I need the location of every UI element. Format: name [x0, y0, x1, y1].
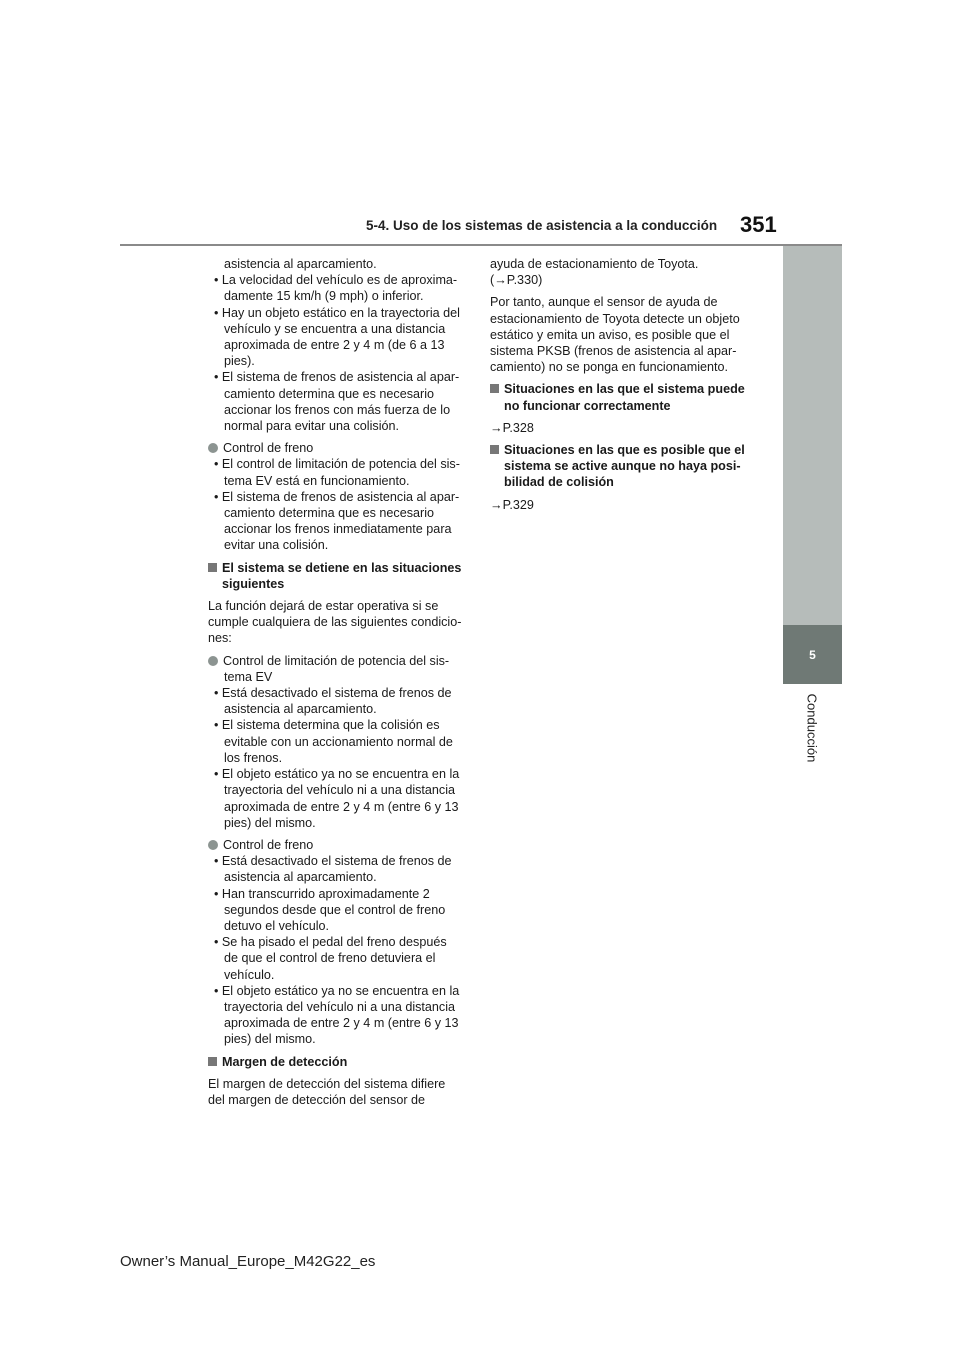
line-text: trayectoria del vehículo ni a una distancia: [224, 783, 456, 798]
text-line: [208, 950, 472, 966]
text-line: [490, 272, 754, 288]
text-line: [208, 734, 472, 750]
text-line: [208, 288, 472, 304]
text-line: [208, 669, 472, 685]
text-line: [490, 311, 754, 327]
subsection-heading: [490, 458, 754, 474]
circle-item: [208, 837, 472, 853]
line-text: cumple cualquiera de las siguientes condicio-: [208, 615, 462, 630]
bullet-item: [208, 717, 472, 733]
line-text: • El objeto estático ya no se encuentra en la: [214, 767, 460, 782]
text-line: [490, 497, 754, 513]
bullet-item: [208, 685, 472, 701]
line-text: Control de freno: [223, 837, 314, 852]
circle-item: [208, 440, 472, 456]
text-line: [208, 799, 472, 815]
text-line: [490, 256, 754, 272]
subsection-heading: [490, 474, 754, 490]
line-text: no funcionar correctamente: [504, 398, 671, 413]
line-text: • El sistema de frenos de asistencia al apar-: [214, 370, 460, 385]
subsection-heading: [490, 398, 754, 414]
header-divider: [120, 244, 842, 246]
line-text: tema EV: [224, 669, 273, 684]
line-text: • La velocidad del vehículo es de aproxima-: [214, 273, 458, 288]
subsection-heading: [490, 442, 754, 458]
line-text: Situaciones en las que es posible que el: [504, 443, 745, 458]
bullet-item: [208, 853, 472, 869]
text-line: [208, 869, 472, 885]
line-text: trayectoria del vehículo ni a una distancia: [224, 999, 456, 1014]
bullet-item: [208, 489, 472, 505]
text-line: [208, 505, 472, 521]
chapter-number: 5: [809, 647, 816, 662]
text-line: [490, 327, 754, 343]
line-text: sistema se active aunque no haya posi-: [504, 459, 741, 474]
text-line: [208, 473, 472, 489]
left-column: [208, 256, 472, 1108]
subsection-heading: [490, 381, 754, 397]
text-line: [208, 337, 472, 353]
line-text: →P.329: [490, 497, 534, 512]
text-line: [208, 418, 472, 434]
circle-item: [208, 653, 472, 669]
text-line: [208, 999, 472, 1015]
line-text: tema EV está en funcionamiento.: [224, 473, 410, 488]
line-text: evitar una colisión.: [224, 538, 329, 553]
line-text: vehículo.: [224, 967, 275, 982]
line-text: • Han transcurrido aproximadamente 2: [214, 886, 430, 901]
chapter-tab[interactable]: [783, 625, 842, 684]
line-text: • Está desactivado el sistema de frenos de: [214, 854, 452, 869]
line-text: de que el control de freno detuviera el: [224, 951, 436, 966]
line-text: nes:: [208, 631, 232, 646]
subsection-heading: [208, 576, 472, 592]
text-line: [208, 521, 472, 537]
line-text: detuvo el vehículo.: [224, 918, 330, 933]
side-tab-bar: [783, 246, 842, 625]
text-line: [208, 1015, 472, 1031]
text-line: [208, 967, 472, 983]
line-text: Situaciones en las que el sistema puede: [504, 382, 745, 397]
line-text: camiento determina que es necesario: [224, 386, 435, 401]
line-text: siguientes: [222, 576, 285, 591]
square-bullet-icon: [490, 384, 499, 393]
bullet-item: [208, 886, 472, 902]
line-text: camiento determina que es necesario: [224, 506, 435, 521]
subsection-heading: [208, 560, 472, 576]
line-text: • El sistema de frenos de asistencia al apar-: [214, 489, 460, 504]
section-title: 5-4. Uso de los sistemas de asistencia a la conducción: [366, 218, 718, 233]
line-text: La función dejará de estar operativa si se: [208, 599, 439, 614]
line-text: • Está desactivado el sistema de frenos de: [214, 686, 452, 701]
text-line: [208, 321, 472, 337]
line-text: →P.328: [490, 420, 534, 435]
line-text: aproximada de entre 2 y 4 m (entre 6 y 13: [224, 799, 459, 814]
text-line: [208, 701, 472, 717]
line-text: • El objeto estático ya no se encuentra en la: [214, 983, 460, 998]
text-line: [208, 353, 472, 369]
line-text: bilidad de colisión: [504, 475, 614, 490]
line-text: sistema PKSB (frenos de asistencia al apar-: [490, 344, 737, 359]
text-line: [490, 359, 754, 375]
footer-manual-id: Owner’s Manual_Europe_M42G22_es: [120, 1253, 376, 1270]
line-text: asistencia al aparcamiento.: [224, 257, 377, 271]
text-line: [208, 902, 472, 918]
bullet-item: [208, 983, 472, 999]
text-line: [208, 256, 472, 272]
line-text: accionar los frenos inmediatamente para: [224, 522, 452, 537]
text-line: [208, 750, 472, 766]
text-line: [208, 537, 472, 553]
text-line: [490, 294, 754, 310]
text-line: [208, 614, 472, 630]
line-text: Margen de detección: [222, 1054, 348, 1069]
square-bullet-icon: [208, 1057, 217, 1066]
text-line: [490, 343, 754, 359]
bullet-item: [208, 456, 472, 472]
bullet-item: [208, 369, 472, 385]
text-line: [208, 1031, 472, 1047]
bullet-item: [208, 272, 472, 288]
circle-bullet-icon: [208, 840, 218, 850]
text-line: [208, 1092, 472, 1108]
text-line: [208, 386, 472, 402]
circle-bullet-icon: [208, 443, 218, 453]
line-text: pies) del mismo.: [224, 815, 316, 830]
right-column: [490, 256, 754, 513]
line-text: • El control de limitación de potencia del sis-: [214, 457, 460, 472]
line-text: evitable con un accionamiento normal de: [224, 734, 453, 749]
line-text: • Hay un objeto estático en la trayectoria del: [214, 305, 460, 320]
line-text: accionar los frenos con más fuerza de lo: [224, 402, 451, 417]
line-text: estático y emita un aviso, es posible que el: [490, 327, 730, 342]
line-text: normal para evitar una colisión.: [224, 419, 400, 434]
line-text: damente 15 km/h (9 mph) o inferior.: [224, 289, 424, 304]
text-line: [208, 815, 472, 831]
line-text: Por tanto, aunque el sensor de ayuda de: [490, 295, 718, 310]
bullet-item: [208, 766, 472, 782]
line-text: • Se ha pisado el pedal del freno después: [214, 935, 447, 950]
line-text: Control de freno: [223, 441, 314, 456]
text-line: [208, 918, 472, 934]
text-line: [208, 598, 472, 614]
chapter-name: Conducción: [804, 693, 820, 763]
text-line: [208, 630, 472, 646]
line-text: segundos desde que el control de freno: [224, 902, 446, 917]
bullet-item: [208, 934, 472, 950]
line-text: El margen de detección del sistema difiere: [208, 1076, 446, 1091]
circle-bullet-icon: [208, 656, 218, 666]
line-text: El sistema se detiene en las situaciones: [222, 560, 462, 575]
line-text: asistencia al aparcamiento.: [224, 702, 377, 717]
line-text: pies) del mismo.: [224, 1032, 316, 1047]
text-line: [208, 402, 472, 418]
text-line: [490, 420, 754, 436]
line-text: vehículo y se encuentra a una distancia: [224, 321, 446, 336]
line-text: Control de limitación de potencia del sis-: [223, 653, 450, 668]
page-number: 351: [740, 212, 777, 237]
bullet-item: [208, 305, 472, 321]
line-text: ayuda de estacionamiento de Toyota.: [490, 257, 699, 271]
text-line: [208, 1076, 472, 1092]
line-text: del margen de detección del sensor de: [208, 1092, 426, 1107]
line-text: pies).: [224, 354, 255, 369]
line-text: estacionamiento de Toyota detecte un objeto: [490, 311, 740, 326]
line-text: • El sistema determina que la colisión es: [214, 718, 440, 733]
square-bullet-icon: [208, 563, 217, 572]
line-text: aproximada de entre 2 y 4 m (entre 6 y 13: [224, 1016, 459, 1031]
text-line: [208, 782, 472, 798]
line-text: aproximada de entre 2 y 4 m (de 6 a 13: [224, 338, 445, 353]
line-text: camiento) no se ponga en funcionamiento.: [490, 360, 729, 375]
square-bullet-icon: [490, 445, 499, 454]
line-text: (→P.330): [490, 273, 543, 288]
line-text: asistencia al aparcamiento.: [224, 870, 377, 885]
line-text: los frenos.: [224, 750, 283, 765]
subsection-heading: [208, 1054, 472, 1070]
